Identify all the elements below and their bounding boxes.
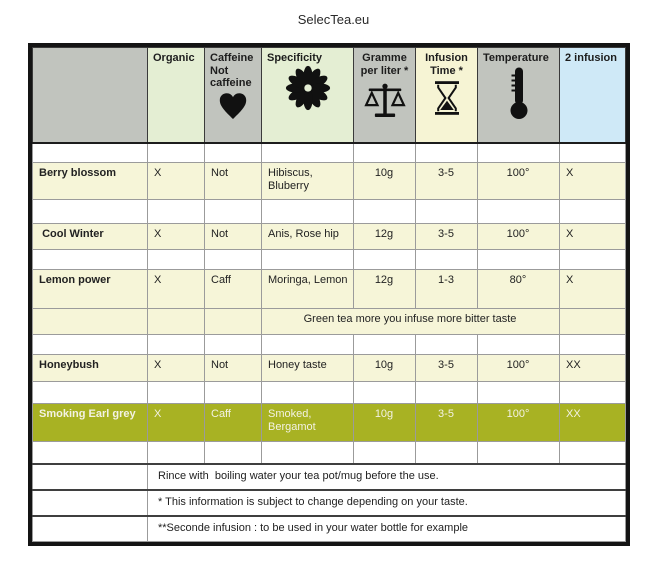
column-header-temperature bbox=[478, 48, 560, 143]
infusion-header-label: Infusion Time * bbox=[425, 52, 471, 77]
rinse-note: Rince with boiling water your tea pot/mug before the use. bbox=[148, 464, 626, 490]
infusion-time-cell: 1-3 bbox=[416, 270, 478, 309]
spacer-row bbox=[33, 250, 626, 270]
infusion-time-cell: 3-5 bbox=[416, 404, 478, 442]
tea-row-smoking-earl-grey bbox=[33, 404, 626, 442]
second-infusion-cell: X bbox=[560, 163, 626, 200]
tea-row-berry-blossom bbox=[33, 163, 626, 200]
column-header-specificity bbox=[262, 48, 354, 143]
gramme-cell: 10g bbox=[354, 163, 416, 200]
temperature-cell: 100° bbox=[478, 404, 560, 442]
temperature-header-label: Temperature bbox=[483, 52, 549, 64]
caffeine-cell: Not bbox=[205, 224, 262, 250]
tea-row-honeybush bbox=[33, 355, 626, 382]
spacer-row bbox=[33, 143, 626, 163]
caffeine-cell: Caff bbox=[205, 404, 262, 442]
temperature-cell: 80° bbox=[478, 270, 560, 309]
hourglass-icon bbox=[416, 77, 477, 126]
organic-cell: X bbox=[148, 163, 205, 200]
tea-name-cell: Cool Winter bbox=[33, 224, 148, 250]
spacer-row bbox=[33, 382, 626, 404]
flower-icon bbox=[262, 65, 353, 118]
header-row bbox=[33, 48, 626, 143]
tea-comparison-table bbox=[32, 47, 626, 542]
organic-cell: X bbox=[148, 224, 205, 250]
column-header-blank bbox=[33, 48, 148, 143]
organic-cell: X bbox=[148, 270, 205, 309]
green-tea-note: Green tea more you infuse more bitter taste bbox=[262, 309, 560, 335]
second-infusion-header-label: 2 infusion bbox=[565, 52, 617, 64]
heart-icon bbox=[205, 90, 261, 130]
gramme-cell: 12g bbox=[354, 270, 416, 309]
gramme-cell: 12g bbox=[354, 224, 416, 250]
infusion-time-cell: 3-5 bbox=[416, 163, 478, 200]
second-infusion-cell: XX bbox=[560, 355, 626, 382]
specificity-cell: Smoked, Bergamot bbox=[262, 404, 354, 442]
specificity-cell: Moringa, Lemon bbox=[262, 270, 354, 309]
specificity-header-label: Specificity bbox=[267, 52, 323, 64]
thermometer-icon bbox=[478, 65, 559, 128]
column-header-organic bbox=[148, 48, 205, 143]
caffeine-cell: Not bbox=[205, 355, 262, 382]
temperature-cell: 100° bbox=[478, 355, 560, 382]
tea-row-cool-winter bbox=[33, 224, 626, 250]
temperature-cell: 100° bbox=[478, 224, 560, 250]
organic-header-label: Organic bbox=[153, 52, 195, 64]
spacer-row bbox=[33, 335, 626, 355]
spacer-row bbox=[33, 442, 626, 464]
second-infusion-note: **Seconde infusion : to be used in your water bottle for example bbox=[148, 516, 626, 542]
organic-cell: X bbox=[148, 404, 205, 442]
tea-table bbox=[28, 43, 630, 546]
specificity-cell: Honey taste bbox=[262, 355, 354, 382]
spacer-row bbox=[33, 200, 626, 224]
second-infusion-cell: X bbox=[560, 270, 626, 309]
tea-row-lemon-power bbox=[33, 270, 626, 309]
footer-note-row bbox=[33, 516, 626, 542]
specificity-cell: Hibiscus, Bluberry bbox=[262, 163, 354, 200]
gramme-cell: 10g bbox=[354, 404, 416, 442]
column-header-caffeine bbox=[205, 48, 262, 143]
column-header-infusion bbox=[416, 48, 478, 143]
temperature-cell: 100° bbox=[478, 163, 560, 200]
info-change-note: * This information is subject to change depending on your taste. bbox=[148, 490, 626, 516]
tea-name-cell: Lemon power bbox=[33, 270, 148, 309]
column-header-gramme bbox=[354, 48, 416, 143]
column-header-second-infusion bbox=[560, 48, 626, 143]
gramme-cell: 10g bbox=[354, 355, 416, 382]
footer-note-row bbox=[33, 464, 626, 490]
footer-note-row bbox=[33, 490, 626, 516]
caffeine-cell: Caff bbox=[205, 270, 262, 309]
caffeine-header-label: Caffeine Not caffeine bbox=[210, 52, 257, 90]
caffeine-cell: Not bbox=[205, 163, 262, 200]
second-infusion-cell: X bbox=[560, 224, 626, 250]
tea-name-cell: Honeybush bbox=[33, 355, 148, 382]
organic-cell: X bbox=[148, 355, 205, 382]
gramme-header-label: Gramme per liter * bbox=[360, 52, 410, 77]
second-infusion-cell: XX bbox=[560, 404, 626, 442]
infusion-time-cell: 3-5 bbox=[416, 355, 478, 382]
page-title: SelecTea.eu bbox=[297, 12, 370, 27]
specificity-cell: Anis, Rose hip bbox=[262, 224, 354, 250]
green-tea-note-row bbox=[33, 309, 626, 335]
infusion-time-cell: 3-5 bbox=[416, 224, 478, 250]
tea-name-cell: Berry blossom bbox=[33, 163, 148, 200]
tea-name-cell: Smoking Earl grey bbox=[33, 404, 148, 442]
scales-icon bbox=[354, 77, 415, 128]
